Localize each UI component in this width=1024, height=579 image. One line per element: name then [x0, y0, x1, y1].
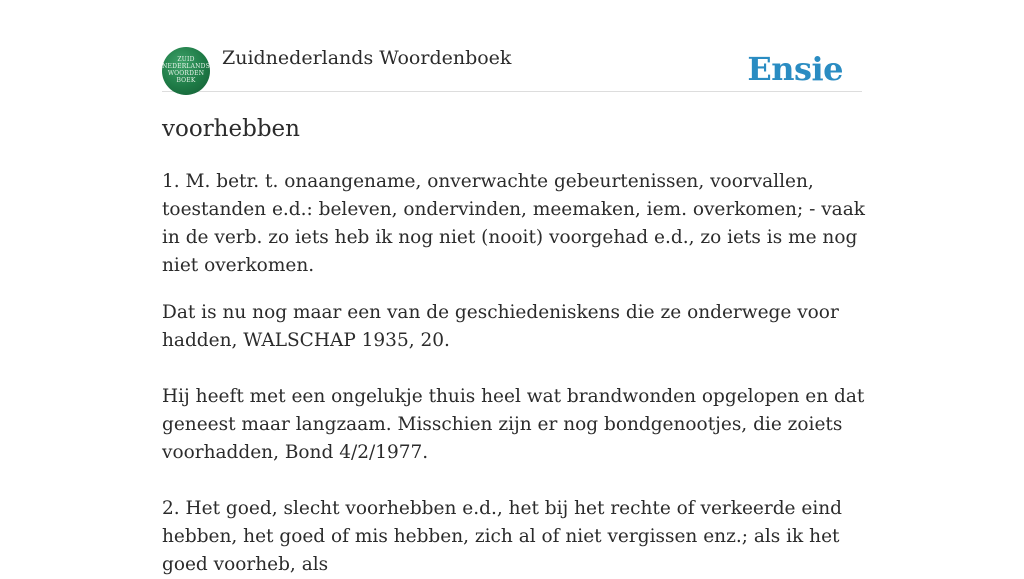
definition-paragraph: 1. M. betr. t. onaangename, onverwachte gebeurtenissen, voorvallen, toestanden e.d.: beleven, ondervinden, meemaken, iem. overkomen; - vaak in de verb. zo iets heb ik nog niet (nooit) voorgehad e.d., zo iets is me nog niet overkomen. — [162, 171, 865, 276]
logo-line: ZUID — [177, 56, 195, 63]
headword: voorhebben — [162, 116, 300, 142]
dictionary-logo[interactable] — [162, 47, 210, 95]
entry-content — [162, 168, 867, 579]
dictionary-header — [162, 44, 862, 92]
definition-paragraph: 2. Het goed, slecht voorhebben e.d., het bij het rechte of verkeerde eind hebben, het goed of mis hebben, zich al of niet vergissen enz.; als ik het goed voorheb, als — [162, 498, 843, 575]
logo-line: NEDERLANDS — [162, 63, 210, 70]
logo-text — [162, 56, 210, 84]
logo-line: WOORDEN — [167, 70, 205, 77]
source-title-link[interactable]: Zuidnederlands Woordenboek — [222, 47, 512, 69]
example-paragraph: Dat is nu nog maar een van de geschiedeniskens die ze onderwege voor hadden, WALSCHAP 1935, 20. — [162, 302, 839, 351]
logo-line: BOEK — [176, 77, 196, 84]
example-paragraph: Hij heeft met een ongelukje thuis heel wat brandwonden opgelopen en dat geneest maar langzaam. Misschien zijn er nog bondgenootjes, die zoiets voorhadden, Bond 4/2/1977. — [162, 386, 865, 463]
ensie-brand-logo[interactable]: Ensie — [747, 50, 843, 88]
